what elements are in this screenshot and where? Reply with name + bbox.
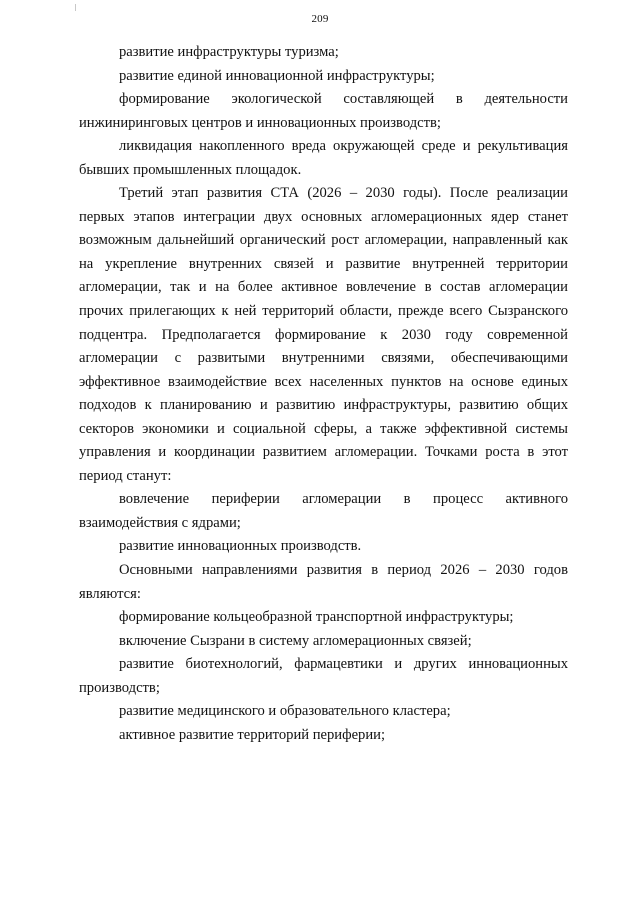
paragraph: ликвидация накопленного вреда окружающей среде и рекультивация бывших промышленных площадок.	[79, 138, 568, 178]
paragraph: Основными направлениями развития в период 2026 – 2030 годов являются:	[79, 562, 568, 602]
paragraph: активное развитие территорий периферии;	[119, 726, 386, 743]
page-number: 209	[311, 13, 329, 25]
paragraph: развитие инновационных производств.	[119, 538, 362, 555]
paragraph: вовлечение периферии агломерации в процесс активного взаимодействия с ядрами;	[79, 491, 568, 531]
paragraph: развитие единой инновационной инфраструктуры;	[119, 67, 435, 84]
paragraph: развитие медицинского и образовательного кластера;	[119, 703, 451, 720]
paragraph: развитие инфраструктуры туризма;	[119, 44, 339, 60]
scan-artifact	[75, 4, 76, 11]
paragraph: формирование экологической составляющей в деятельности инжиниринговых центров и инновационных производств;	[79, 91, 568, 131]
paragraph: Третий этап развития СТА (2026 – 2030 годы). После реализации первых этапов интеграции двух основных агломерационных ядер станет возможным дальнейший органический рост агломерации, направленный как на укрепление внутренних связей и развитие внутренней территории агломерации, так и на более активное вовлечение в состав агломерации прочих прилегающих к ней территорий области, прежде всего Сызранского подцентра. Предполагается формирование к 2030 году современной агломерации с развитыми внутренними связями, обеспечивающими эффективное взаимодействие всех населенных пунктов на основе единых подходов к планированию и развитию инфраструктуры, развитию общих секторов экономики и социальной сферы, а также эффективной системы управления и координации развитием агломерации. Точками роста в этот период станут:	[79, 185, 568, 484]
paragraph: развитие биотехнологий, фармацевтики и других инновационных производств;	[79, 656, 568, 696]
paragraph: формирование кольцеобразной транспортной инфраструктуры;	[119, 609, 514, 626]
body-text	[79, 41, 568, 747]
paragraph: включение Сызрани в систему агломерационных связей;	[119, 632, 472, 649]
